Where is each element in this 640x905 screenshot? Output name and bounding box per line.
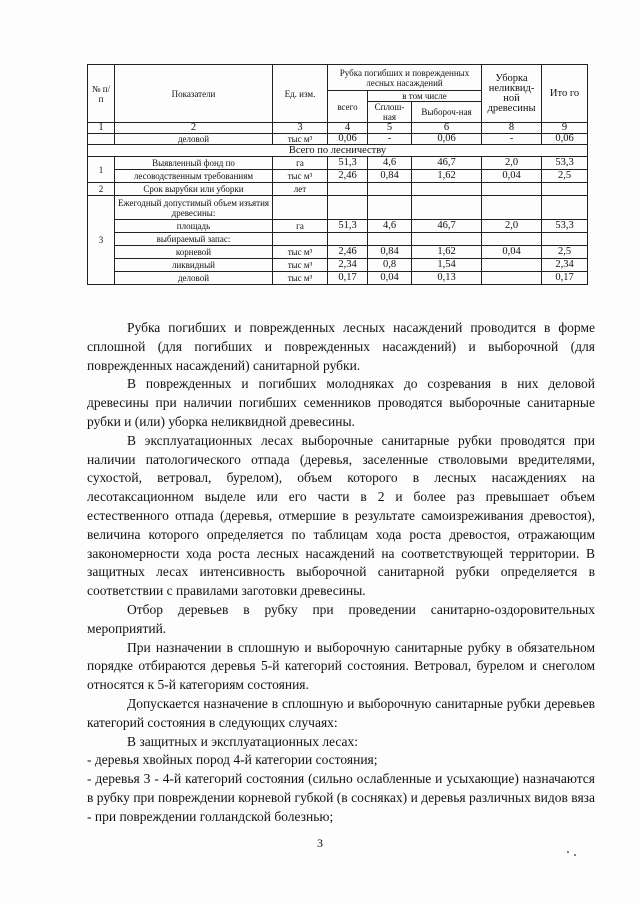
paragraph: При назначении в сплошную и выборочную санитарные рубку в обязательном порядке отбираются деревья 5-й категорий состояния. Ветровал, бурелом и снеголом относятся к 5-й категориям состояния.: [87, 639, 595, 693]
paragraph: Отбор деревьев в рубку при проведении санитарно-оздоровительных мероприятий.: [87, 601, 595, 636]
header-selective: Выбороч-ная: [412, 102, 482, 123]
section-title: Всего по лесничеству: [88, 145, 588, 157]
paragraph: В поврежденных и погибших молодняках до созревания в них деловой древесины при наличии погибших семенников проводятся выборочные санитарные рубки и (или) уборка неликвидной древесины.: [87, 376, 595, 429]
column-numbers-row: [88, 123, 588, 134]
header-no: № п/п: [88, 65, 115, 123]
table-row: 2 Срок вырубки или уборки лет: [88, 183, 588, 196]
page-number: 3: [317, 836, 323, 850]
scan-speck: [574, 854, 576, 856]
header-felling-group: Рубка погибших и поврежденных лесных насаждений: [328, 65, 482, 91]
col-number: 9: [542, 123, 588, 134]
header-unit: Ед. изм.: [273, 65, 328, 123]
table-row: 3 Ежегодный допустимый объем изъятия древесины:: [88, 196, 588, 220]
table-row: корневой тыс м³ 2,46 0,84 1,62 0,04 2,5: [88, 246, 588, 259]
paragraph: Рубка погибших и поврежденных лесных насаждений проводится в форме сплошной (для погибших и поврежденных насаждений) и выборочной (для поврежденных насаждений) санитарной рубки.: [87, 320, 595, 373]
header-including: в том числе: [368, 91, 482, 102]
table-row: деловой тыс м³ 0,17 0,04 0,13 0,17: [88, 272, 588, 285]
header-indicators: Показатели: [115, 65, 273, 123]
col-number: 8: [482, 123, 542, 134]
col-number: 3: [273, 123, 328, 134]
col-number: 6: [412, 123, 482, 134]
paragraph: В защитных и эксплуатационных лесах:: [127, 733, 359, 749]
col-number: 5: [368, 123, 412, 134]
list-item: - деревья хвойных пород 4-й категории состояния;: [87, 752, 378, 768]
header-total: всего: [328, 91, 368, 123]
table-row: 1 Выявленный фонд по га 51,3 4,6 46,7 2,0 53,3: [88, 157, 588, 170]
col-number: 2: [115, 123, 273, 134]
table-row: выбираемый запас:: [88, 233, 588, 246]
paragraph: В эксплуатационных лесах выборочные санитарные рубки проводятся при наличии патологического отпада (деревья, заселенные стволовыми вредителями, сухостой, ветровал, бурелом), объем которого в лесных насаждениях на лесотаксационном выделе или его части в 2 и более раз превышает объем естественного отпада (деревья, отмершие в результате самоизреживания древостоя), величина которого определяется по таблицам хода роста древостоя, отражающим закономерности хода роста лесных насаждений на соответствующей территории. В защитных лесах интенсивность выборочной санитарной рубки определяется в соответствии с правилами заготовки древесины.: [87, 432, 595, 599]
table-row: ликвидный тыс м³ 2,34 0,8 1,54 2,34: [88, 259, 588, 272]
header-clear: Сплош-ная: [368, 102, 412, 123]
row-label: деловой: [115, 134, 273, 145]
scan-speck: [567, 851, 569, 853]
body-text: [87, 319, 595, 827]
paragraph: Допускается назначение в сплошную и выборочную санитарные рубки деревьев категорий состояния в следующих случаях:: [87, 695, 595, 730]
table-row: лесоводственным требованиям тыс м³ 2,46 0,84 1,62 0,04 2,5: [88, 170, 588, 183]
header-nonliquid: Уборка неликвид-ной древесины: [482, 65, 542, 123]
col-number: 4: [328, 123, 368, 134]
col-number: 1: [88, 123, 115, 134]
header-sum: Ито го: [542, 65, 588, 123]
forest-felling-table: [87, 64, 588, 285]
table-row: площадь га 51,3 4,6 46,7 2,0 53,3: [88, 220, 588, 233]
row-unit: тыс м³: [273, 134, 328, 145]
table-row: деловой тыс м³ 0,06 - 0,06 - 0,06: [88, 134, 588, 145]
list-item: - деревья 3 - 4-й категорий состояния (сильно ослабленные и усыхающие) назначаются в рубку при повреждении корневой губкой (в сосняках) и деревья различных видов вяза - при повреждении голландской болезнью;: [87, 771, 595, 824]
